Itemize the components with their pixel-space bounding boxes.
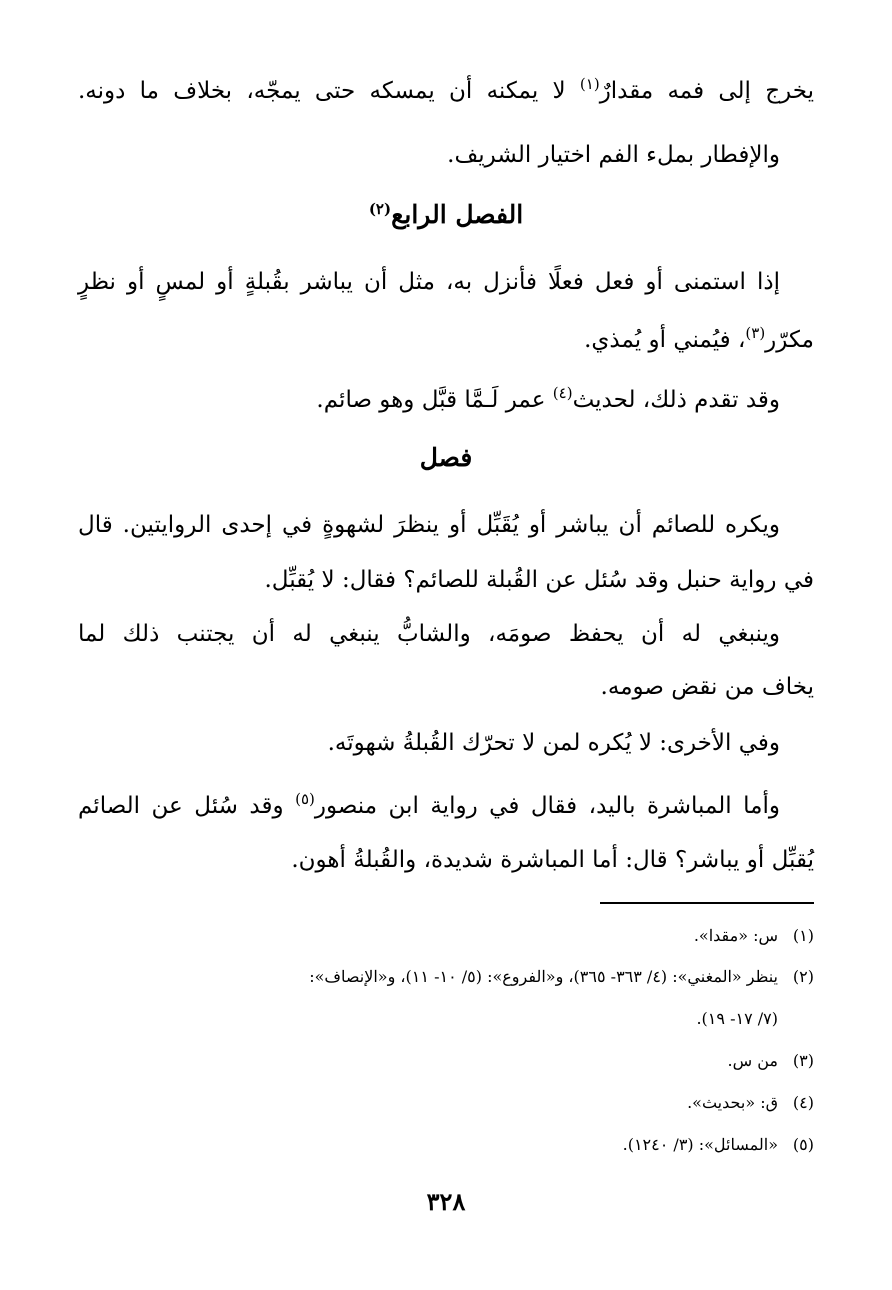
footnote-5: (٥)«المسائل»: (٣/ ١٢٤٠).	[622, 1135, 814, 1154]
footnote-3: (٣)من س.	[727, 1051, 814, 1070]
footnote-ref-3: (٣)	[745, 324, 766, 342]
text-line-4: مكرّر$^{(٣)}$، فيُمني أو يُمذي.	[584, 324, 814, 353]
section-heading-fasl: فصل	[419, 443, 473, 472]
footnote-ref-2: (٢)	[368, 200, 392, 218]
section-heading-fourth-chapter: الفصل الرابع$^{(٢)}$	[368, 200, 524, 229]
page-number: ٣٢٨	[426, 1187, 466, 1216]
text-line-5: وقد تقدم ذلك، لحديث$^{(٤)}$ عمر لَـمَّا قبَّل وهو صائم.	[316, 384, 780, 413]
footnote-2: (٢)ينظر «المغني»: (٤/ ٣٦٣- ٣٦٥)، و«الفروع»: (٥/ ١٠- ١١)، و«الإنصاف»:	[309, 967, 814, 986]
text-line-11: وأما المباشرة باليد، فقال في رواية ابن منصور$^{(٥)}$ وقد سُئل عن الصائم	[78, 790, 780, 819]
text-line-6: ويكره للصائم أن يباشر أو يُقَبِّل أو ينظرَ لشهوةٍ في إحدى الروايتين. قال	[78, 512, 780, 538]
footnote-ref-4: (٤)	[552, 384, 573, 402]
footnote-ref-1: (١)	[579, 75, 600, 93]
footnote-separator	[600, 902, 814, 904]
footnote-ref-5: (٥)	[295, 790, 315, 808]
footnote-1: (١)س: «مقدا».	[693, 926, 814, 945]
text-line-7: في رواية حنبل وقد سُئل عن القُبلة للصائم؟ فقال: لا يُقبِّل.	[264, 567, 814, 593]
text-line-3: إذا استمنى أو فعل فعلًا فأنزل به، مثل أن يباشر بقُبلةٍ أو لمسٍ أو نظرٍ	[78, 269, 780, 295]
footnote-2-continuation: (٧/ ١٧- ١٩).	[696, 1009, 778, 1028]
text-line-1: يخرج إلى فمه مقدارٌ$^{(١)}$ لا يمكنه أن يمسكه حتى يمجّه، بخلاف ما دونه.	[78, 75, 814, 104]
text-line-2: والإفطار بملء الفم اختيار الشريف.	[447, 142, 780, 168]
text-line-10: وفي الأخرى: لا يُكره لمن لا تحرّك القُبلةُ شهوتَه.	[327, 730, 780, 756]
text-line-9: يخاف من نقض صومه.	[600, 674, 814, 700]
text-line-8: وينبغي له أن يحفظ صومَه، والشابُّ ينبغي له أن يجتنب ذلك لما	[78, 621, 780, 647]
text-line-12: يُقبِّل أو يباشر؟ قال: أما المباشرة شديدة، والقُبلةُ أهون.	[291, 847, 814, 873]
footnote-4: (٤)ق: «بحديث».	[687, 1093, 814, 1112]
